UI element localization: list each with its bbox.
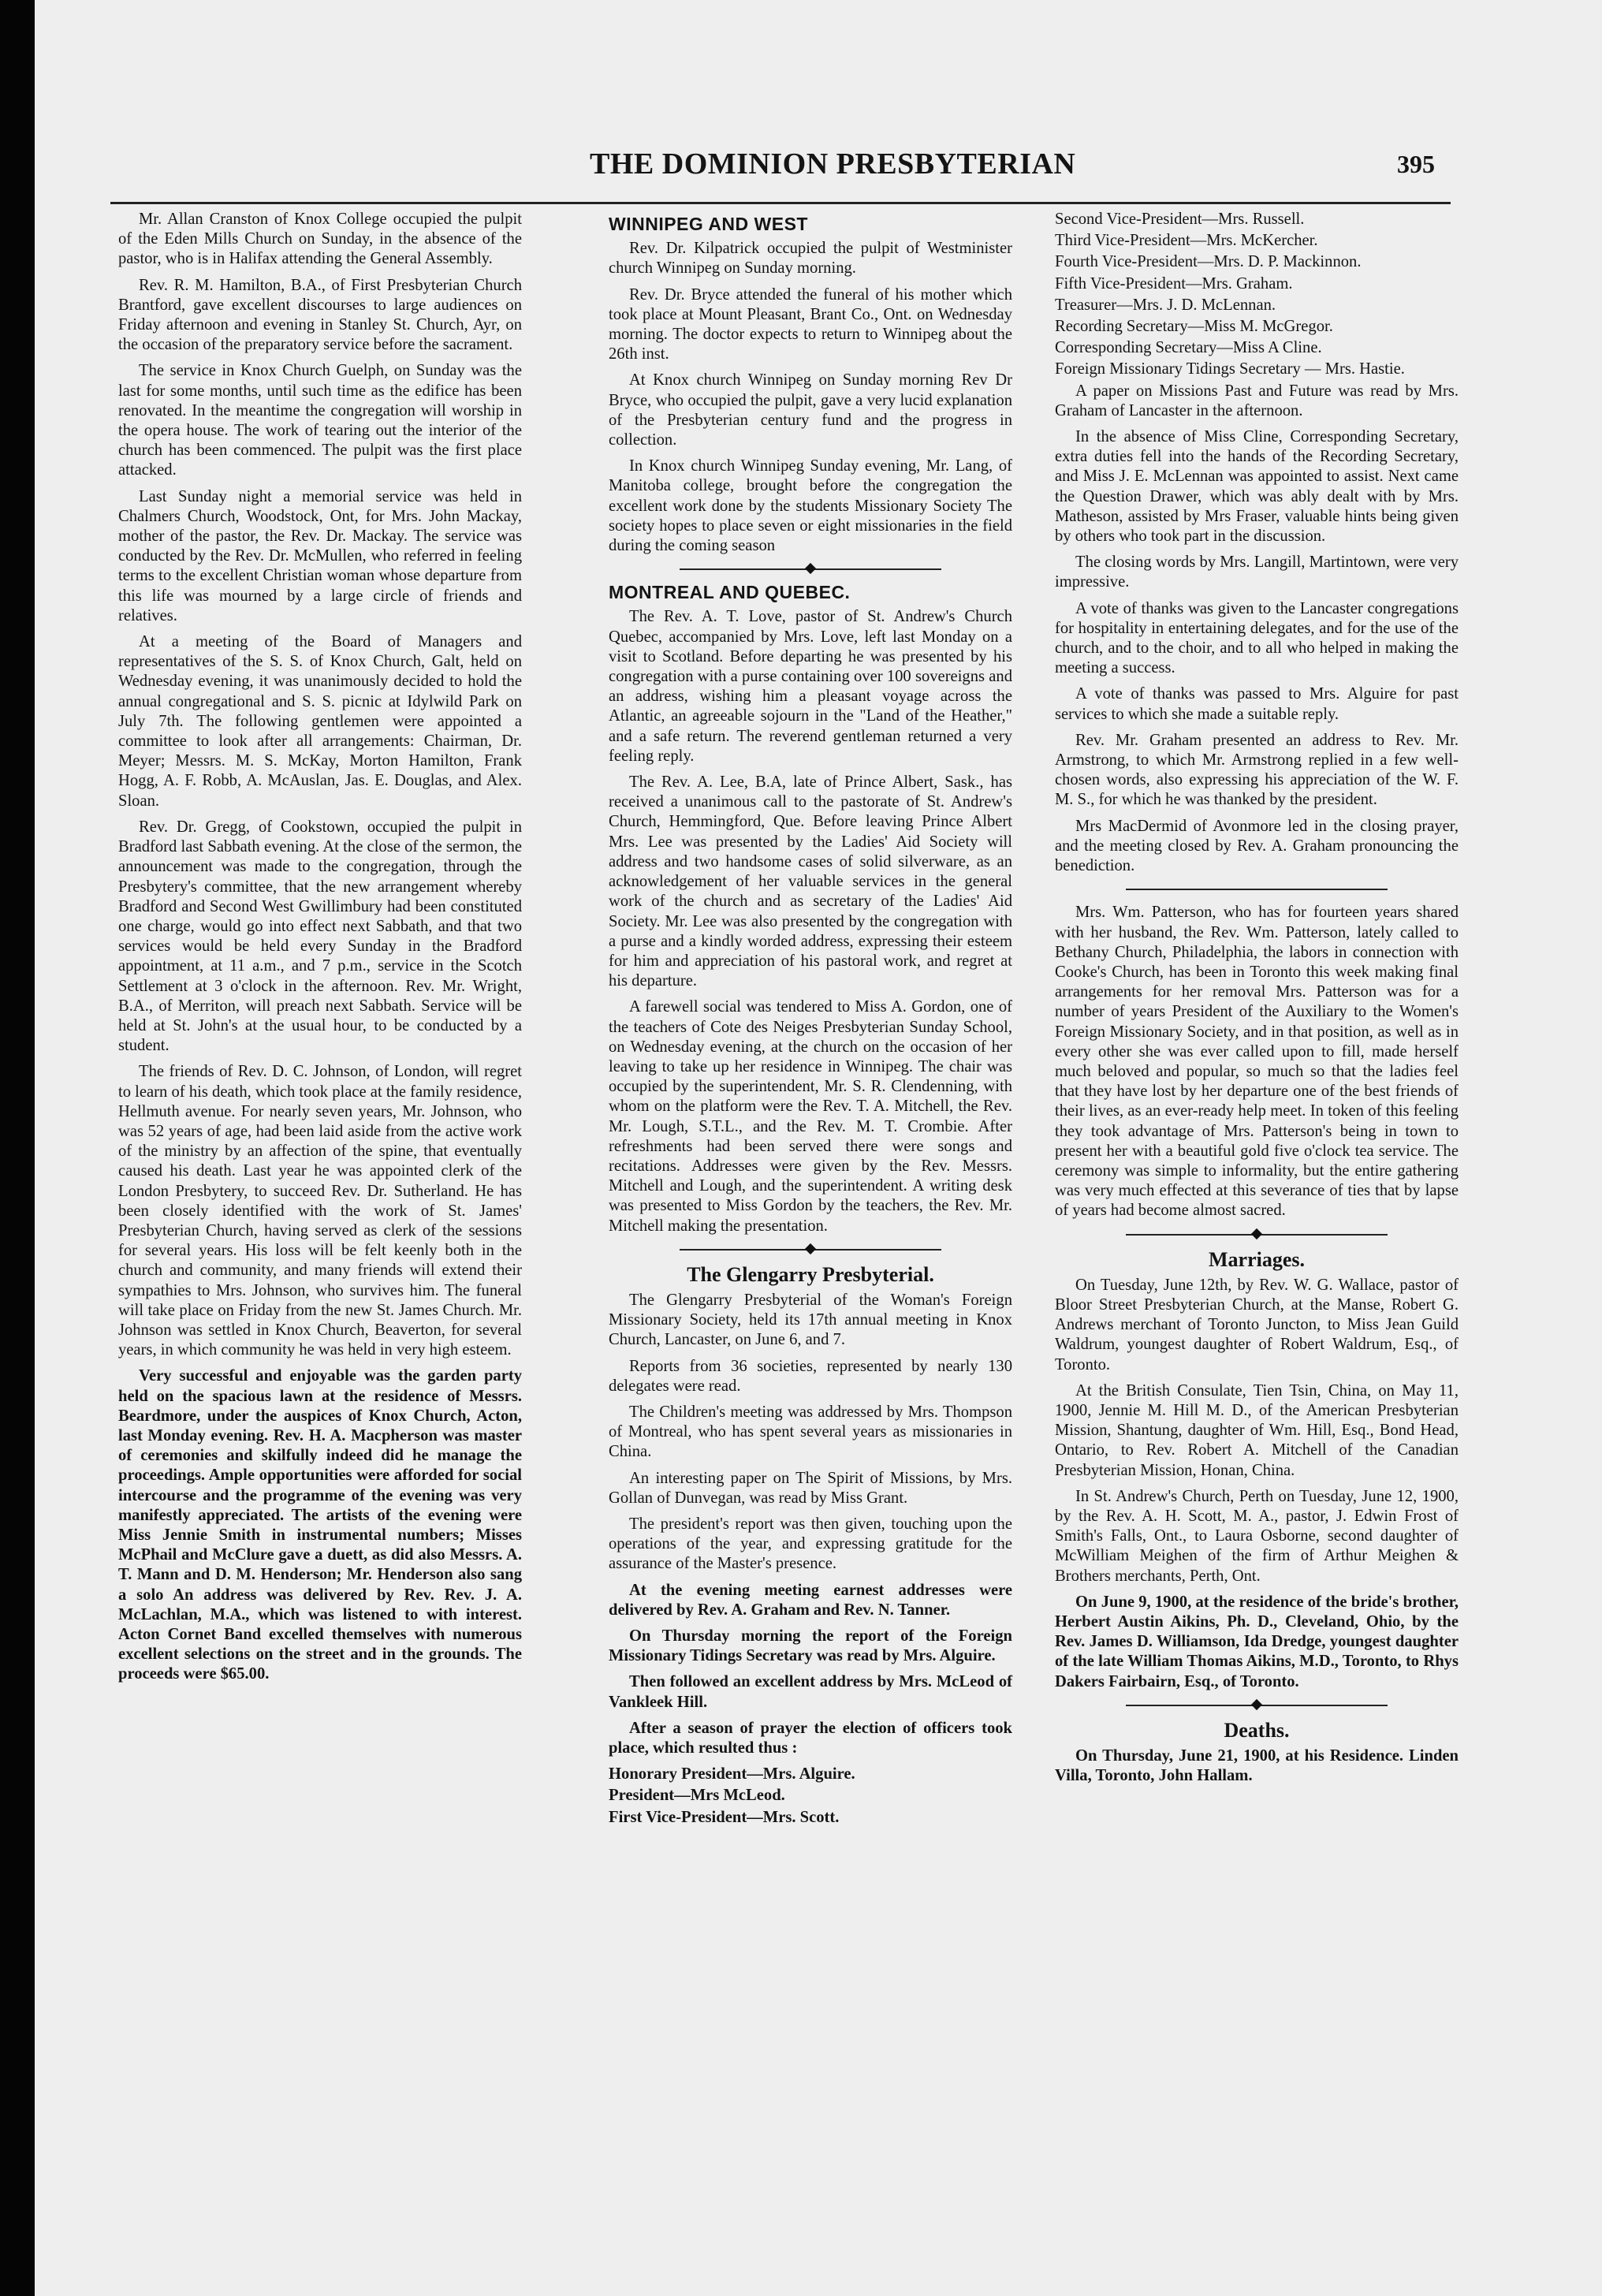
article-paragraph: Last Sunday night a memorial service was held in Chalmers Church, Woodstock, Ont, for Mrs. John Mackay, mother of the pastor, the Rev. Dr. Mackay. The service was conducted by the Rev. Dr. McMullen, who referred in feeling terms to the excellent Christian woman whose departure from this life was mourned by a large circle of friends and relatives. <box>118 487 522 624</box>
article-paragraph: The Rev. A. T. Love, pastor of St. Andrew's Church Quebec, accompanied by Mrs. Love, left last Monday on a visit to Scotland. Before departing he was presented by his congregation with a purse containing over 100 sovereigns and an address, wishing him a pleasant voyage across the Atlantic, an agreeable sojourn in the "Land of the Heather," and a safe return. The reverend gentleman returned a very feeling reply. <box>609 608 1012 765</box>
officer-line: First Vice-President—Mrs. Scott. <box>609 1808 840 1826</box>
article-paragraph: The friends of Rev. D. C. Johnson, of London, will regret to learn of his death, which took place at the family residence, Hellmuth avenue. For nearly seven years, Mr. Johnson, who was 52 years of age, had been laid aside from the active work of the ministry by an affection of the spine, that eventually caused his death. Last year he was appointed clerk of the London Presbytery, to succeed Rev. Dr. Sutherland. He has been closely identified with the work of St. James' Presbyterian Church, having served as clerk of the sessions for several years. His loss will be felt keenly both in the church and community, and many friends will extend their sympathies to Mrs. Johnson, who survives him. The funeral will take place on Friday from the new St. James Church. Mr. Johnson was settled in Knox Church, Beaverton, for several years, in which community he was held in very high esteem. <box>118 1063 522 1359</box>
article-paragraph: Rev. Mr. Graham presented an address to Rev. Mr. Armstrong, to which Mr. Armstrong replied in a few well-chosen words, also expressing his appreciation of the W. F. M. S., for which he was thanked by the president. <box>1055 731 1459 809</box>
article-paragraph: In the absence of Miss Cline, Corresponding Secretary, extra duties fell into the hands of the Recording Secretary, and Miss J. E. McLennan was appointed to assist. Next came the Question Drawer, which was ably dealt with by Mrs. Matheson, assisted by Mrs Fraser, valuable hints being given by others who took part in the discussion. <box>1055 428 1459 546</box>
marriage-notice: On June 9, 1900, at the residence of the bride's brother, Herbert Austin Aikins, Ph. D., Cleveland, Ohio, by the Rev. James D. Williamson, Ida Dredge, youngest daughter of the late William Thomas Aikins, M.D., Toronto, to Rhys Dakers Fairbairn, Esq., of Toronto. <box>1055 1593 1459 1690</box>
diamond-ornament-icon <box>1251 1228 1262 1239</box>
article-paragraph: At Knox church Winnipeg on Sunday morning Rev Dr Bryce, who occupied the pulpit, gave a very lucid explanation of the Presbyterian century fund and the progress in collection. <box>609 371 1012 449</box>
officer-line: Third Vice-President—Mrs. McKercher. <box>1055 232 1318 250</box>
officer-line: Foreign Missionary Tidings Secretary — Mrs. Hastie. <box>1055 360 1405 378</box>
article-paragraph: At a meeting of the Board of Managers and representatives of the S. S. of Knox Church, Galt, held on Wednesday evening, it was unanimously decided to hold the annual congregational and S. S. picnic at Idylwild Park on July 7th. The following gentlemen were appointed a committee to look after all arrangements: Chairman, Dr. Meyer; Messrs. M. S. McKay, Morton Hamilton, Frank Hogg, A. F. Robb, A. McAuslan, Jas. E. Douglas, and Alex. Sloan. <box>118 633 522 810</box>
column-1 <box>118 210 522 1691</box>
article-paragraph: Then followed an excellent address by Mrs. McLeod of Vankleek Hill. <box>609 1673 1012 1711</box>
article-paragraph: A farewell social was tendered to Miss A. Gordon, one of the teachers of Cote des Neiges Presbyterian Sunday School, on Wednesday evening, at the church on the occasion of her leaving to take up her residence in Winnipeg. The chair was occupied by the superintendent, Mr. S. R. Clendenning, with whom on the platform were the Rev. T. A. Mitchell, the Rev. Mr. Lough, S.T.L., and the Rev. M. T. Crombie. After refreshments had been served there were songs and recitations. Addresses were given by the Rev. Messrs. Mitchell and Lough, and the superintendent. A writing desk was presented to Miss Gordon by the teachers, the Rev. Mr. Mitchell making the presentation. <box>609 998 1012 1235</box>
death-notice: On Thursday, June 21, 1900, at his Residence. Linden Villa, Toronto, John Hallam. <box>1055 1747 1459 1785</box>
article-paragraph: Mrs MacDermid of Avonmore led in the closing prayer, and the meeting closed by Rev. A. Graham pronouncing the benediction. <box>1055 817 1459 875</box>
article-paragraph: Rev. Dr. Kilpatrick occupied the pulpit of Westminister church Winnipeg on Sunday morning. <box>609 240 1012 278</box>
officer-line: Recording Secretary—Miss M. McGregor. <box>1055 318 1333 336</box>
article-paragraph: The service in Knox Church Guelph, on Sunday was the last for some months, until such time as the edifice has been renovated. In the meantime the congregation will worship in the opera house. The work of tearing out the interior of the church has been commenced. The pulpit was the first place attacked. <box>118 362 522 479</box>
officer-line: Second Vice-President—Mrs. Russell. <box>1055 211 1305 228</box>
article-paragraph: Very successful and enjoyable was the garden party held on the spacious lawn at the residence of Messrs. Beardmore, under the auspices of Knox Church, Acton, last Monday evening. Rev. H. A. Macpherson was master of ceremonies and skilfully indeed did he manage the proceedings. Ample opportunities were afforded for social intercourse and the programme of the evening was very manifestly appreciated. The artists of the evening were Miss Jennie Smith in instrumental numbers; Misses McPhail and McClure gave a duett, as did also Messrs. A. T. Mann and D. M. Henderson; Mr. Henderson also sang a solo An address was delivered by Rev. Rev. J. A. McLachlan, M.A., which was listened to with interest. Acton Cornet Band excelled themselves with numerous excellent selections on the street and in the grounds. The proceeds were $65.00. <box>118 1367 522 1683</box>
article-paragraph: The closing words by Mrs. Langill, Martintown, were very impressive. <box>1055 554 1459 591</box>
masthead-title: THE DOMINION PRESBYTERIAN <box>590 147 1076 181</box>
article-paragraph: Mrs. Wm. Patterson, who has for fourteen years shared with her husband, the Rev. Wm. Patterson, lately called to Bethany Church, Philadelphia, the labors in connection with Cooke's Church, has been in Toronto this week making final arrangements for her removal Mrs. Patterson was for a number of years President of the Auxiliary to the Women's Foreign Missionary Society, and in that position, as well as in every other she was ever called upon to fill, made herself much beloved and popular, so much so that the ladies feel that they have lost by her departure one of the best friends of their lives, as an ever-ready help meet. In token of this feeling they took advantage of Mrs. Patterson's being in town to present her with a beautiful gold five o'clock tea service. The ceremony was simple to informality, but the entire gathering was very much effected at this severance of ties that by lapse of years had become almost sacred. <box>1055 904 1459 1220</box>
officer-line: Fourth Vice-President—Mrs. D. P. Mackinnon. <box>1055 253 1362 271</box>
article-paragraph: Mr. Allan Cranston of Knox College occupied the pulpit of the Eden Mills Church on Sunday, in the absence of the pastor, who is in Halifax attending the General Assembly. <box>118 211 522 268</box>
scan-border <box>0 0 35 2296</box>
marriage-notice: At the British Consulate, Tien Tsin, China, on May 11, 1900, Jennie M. Hill M. D., of the American Presbyterian Mission, Shantung, daughter of Wm. Hill, Esq., Bond Head, Ontario, to Rev. Robert A. Mitchell of the Canadian Presbyterian Mission, Honan, China. <box>1055 1381 1459 1479</box>
section-heading-glengarry: The Glengarry Presbyterial. <box>687 1262 934 1286</box>
section-heading-winnipeg: WINNIPEG AND WEST <box>609 214 808 234</box>
officer-line: Treasurer—Mrs. J. D. McLennan. <box>1055 296 1276 314</box>
diamond-ornament-icon <box>1251 1699 1262 1710</box>
section-divider <box>1055 1228 1459 1242</box>
section-divider <box>609 1243 1012 1257</box>
article-paragraph: The Rev. A. Lee, B.A, late of Prince Albert, Sask., has received a unanimous call to the pastorate of St. Andrew's Church, Hemmingford, Que. Before leaving Prince Albert Mrs. Lee was presented by the Ladies' Aid Society will address and two handsome cases of solid silverware, as an acknowledgement of her valuable services in the general work of the church and as secretary of the Ladies' Aid Society. Mr. Lee was also presented by the congregation with a purse and a kindly worded address, expressing their esteem for him and appreciation of his pastoral work, and regret at his departure. <box>609 773 1012 990</box>
article-paragraph: A vote of thanks was passed to Mrs. Alguire for past services to which she made a suitable reply. <box>1055 685 1459 723</box>
article-paragraph: Rev. R. M. Hamilton, B.A., of First Presbyterian Church Brantford, gave excellent discourses to large audiences on Friday afternoon and evening in Stanley St. Church, Ayr, on the occasion of the preparatory service before the sacrament. <box>118 276 522 354</box>
article-paragraph: At the evening meeting earnest addresses were delivered by Rev. A. Graham and Rev. N. Tanner. <box>609 1581 1012 1619</box>
article-paragraph: The Glengarry Presbyterial of the Woman's Foreign Missionary Society, held its 17th annual meeting in Knox Church, Lancaster, on June 6, and 7. <box>609 1291 1012 1349</box>
article-paragraph: The Children's meeting was addressed by Mrs. Thompson of Montreal, who has spent several years as missionaries in China. <box>609 1403 1012 1461</box>
article-paragraph: A paper on Missions Past and Future was read by Mrs. Graham of Lancaster in the afternoon. <box>1055 382 1459 419</box>
officer-line: Fifth Vice-President—Mrs. Graham. <box>1055 274 1293 293</box>
page-header <box>110 147 1451 204</box>
article-paragraph: After a season of prayer the election of officers took place, which resulted thus : <box>609 1719 1012 1757</box>
section-heading-montreal: MONTREAL AND QUEBEC. <box>609 582 851 603</box>
officer-line: President—Mrs McLeod. <box>609 1787 785 1805</box>
officer-line: Corresponding Secretary—Miss A Cline. <box>1055 339 1322 357</box>
article-paragraph: Rev. Dr. Gregg, of Cookstown, occupied the pulpit in Bradford last Sabbath evening. At the close of the sermon, the announcement was made to the congregation, through the Presbytery's committee, that the new arrangement whereby Bradford and Second West Gwillimbury had been constituted one charge, would go into effect next Sabbath, and that two services would be held every Sunday in the Bradford appointment, at 11 a.m., and 7 p.m., service in the Scotch Settlement at 3 o'clock in the afternoon. Rev. Mr. Wright, B.A., of Merriton, will preach next Sabbath. Service will be held at St. John's at the usual hour, to be conducted by a student. <box>118 818 522 1055</box>
column-3 <box>1055 210 1459 1792</box>
section-divider <box>609 562 1012 576</box>
marriage-notice: On Tuesday, June 12th, by Rev. W. G. Wallace, pastor of Bloor Street Presbyterian Church, at the Manse, Robert G. Andrews merchant of Toronto Juncton, to Miss Jean Guild Waldrum, youngest daughter of Robert Waldrum, Esq., of Toronto. <box>1055 1276 1459 1374</box>
article-paragraph: Rev. Dr. Bryce attended the funeral of his mother which took place at Mount Pleasant, Brant Co., Ont. on Wednesday morning. The doctor expects to return to Winnipeg about the 26th inst. <box>609 285 1012 363</box>
officer-line: Honorary President—Mrs. Alguire. <box>609 1765 855 1784</box>
section-divider <box>1055 882 1459 896</box>
section-heading-marriages: Marriages. <box>1208 1247 1305 1271</box>
article-paragraph: On Thursday morning the report of the Foreign Missionary Tidings Secretary was read by Mrs. Alguire. <box>609 1627 1012 1665</box>
article-paragraph: Reports from 36 societies, represented by nearly 130 delegates were read. <box>609 1357 1012 1395</box>
diamond-ornament-icon <box>805 563 816 574</box>
diamond-ornament-icon <box>805 1243 816 1254</box>
article-paragraph: In Knox church Winnipeg Sunday evening, Mr. Lang, of Manitoba college, brought before the congregation the excellent work done by the students Missionary Society The society hopes to place seven or eight missionaries in the field during the coming season <box>609 457 1012 555</box>
section-heading-deaths: Deaths. <box>1224 1718 1290 1742</box>
article-paragraph: An interesting paper on The Spirit of Missions, by Mrs. Gollan of Dunvegan, was read by Miss Grant. <box>609 1469 1012 1507</box>
marriage-notice: In St. Andrew's Church, Perth on Tuesday, June 12, 1900, by the Rev. A. H. Scott, M. A., pastor, J. Edwin Frost of Smith's Falls, Ont., to Laura Osborne, second daughter of McWilliam Meighen of the firm of Arthur Meighen & Brothers merchants, Perth, Ont. <box>1055 1487 1459 1585</box>
article-paragraph: The president's report was then given, touching upon the operations of the year, and expressing gratitude for the assurance of the Master's presence. <box>609 1515 1012 1573</box>
page-number: 395 <box>1397 150 1435 178</box>
section-divider <box>1055 1698 1459 1713</box>
column-2 <box>609 210 1012 1829</box>
article-paragraph: A vote of thanks was given to the Lancaster congregations for hospitality in entertaining delegates, and for the use of the church, and to the choir, and to all who helped in making the meeting a success. <box>1055 599 1459 677</box>
